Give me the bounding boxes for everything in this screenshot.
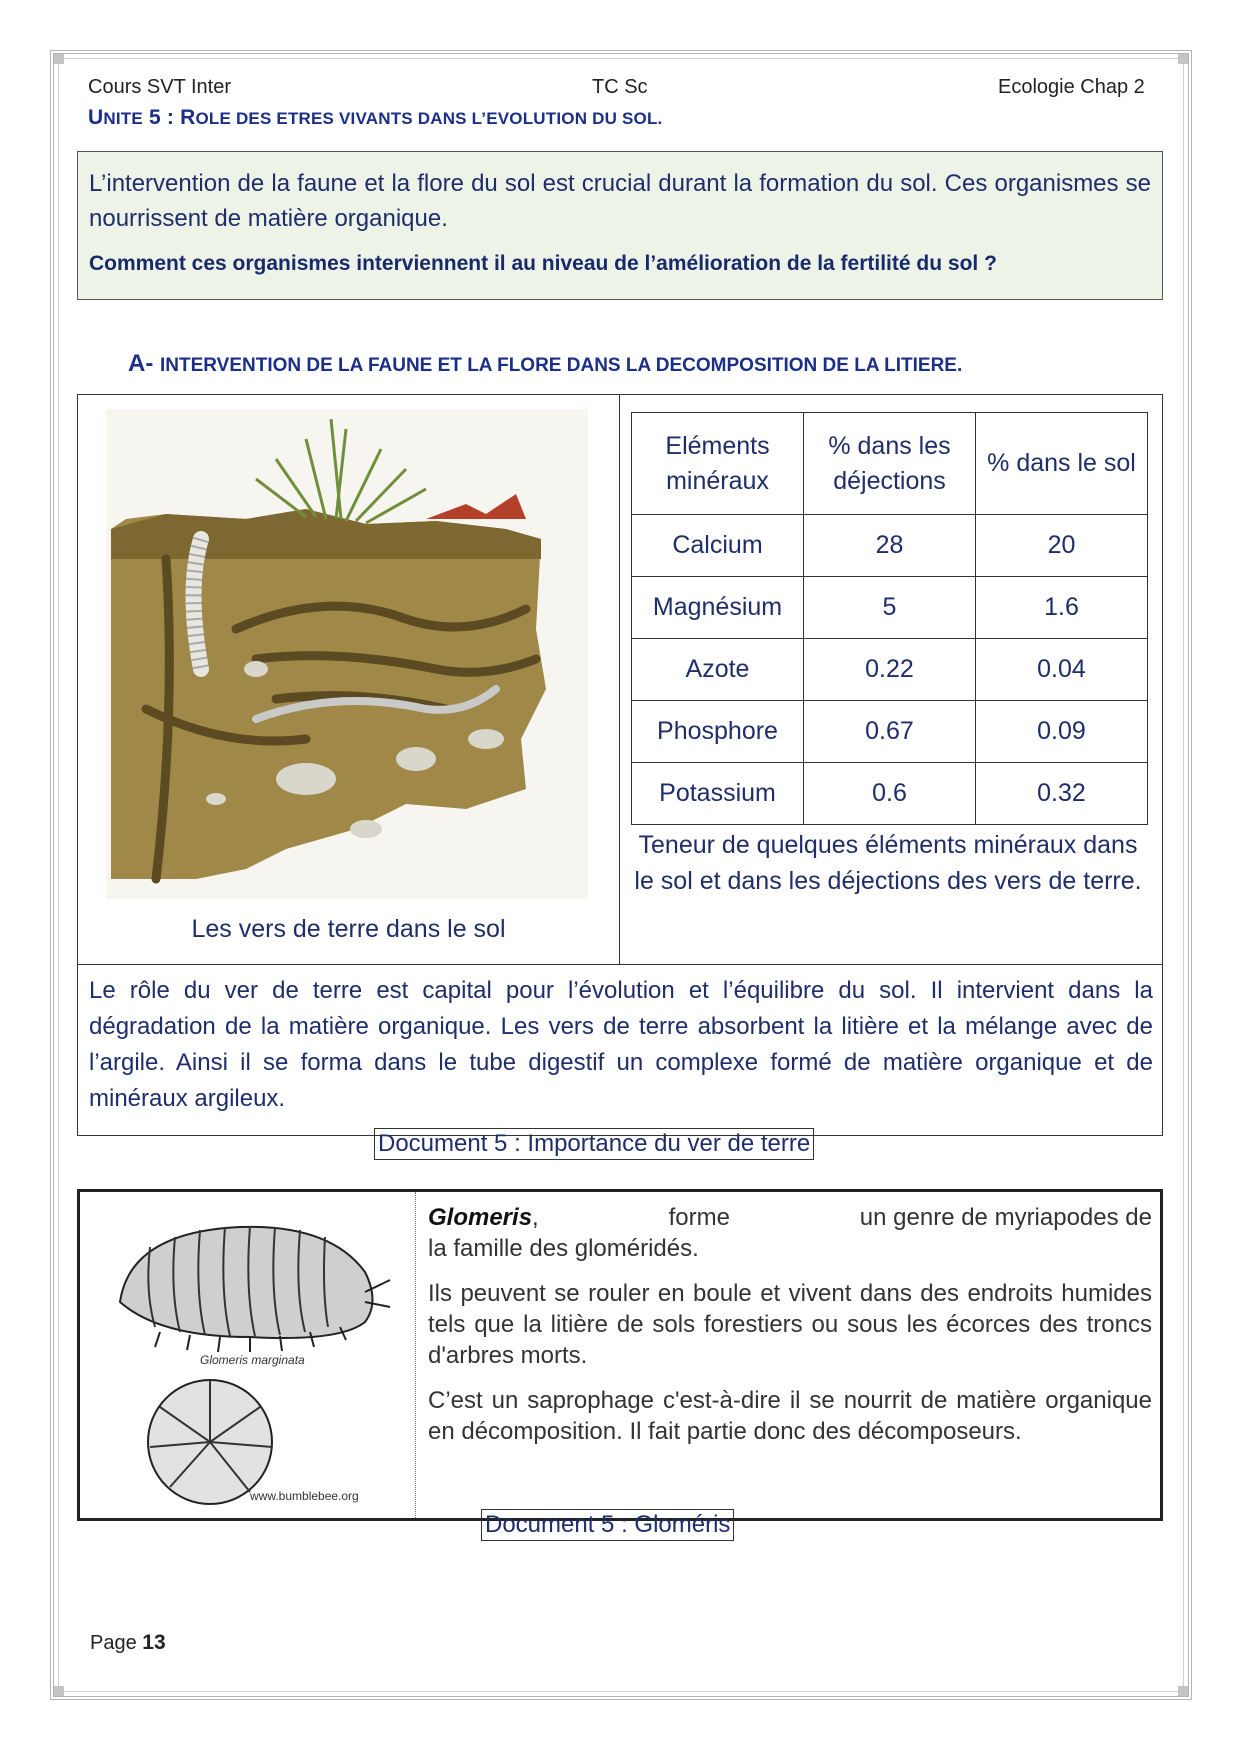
table-cell: 0.22 <box>804 639 976 701</box>
image-caption: Les vers de terre dans le sol <box>191 915 506 943</box>
glomeris-text <box>428 1202 1152 1461</box>
table-cell: 0.67 <box>804 701 976 763</box>
table-cell: 20 <box>976 515 1148 577</box>
table-cell: 5 <box>804 577 976 639</box>
table-header-cell: % dans les déjections <box>804 413 976 515</box>
intro-question: Comment ces organismes interviennent il au niveau de l’amélioration de la fertilité du sol ? <box>89 252 997 275</box>
earthworm-soil-illustration <box>106 409 588 899</box>
table-header-cell: % dans le sol <box>976 413 1148 515</box>
table-cell: 0.6 <box>804 763 976 825</box>
divider <box>78 964 1162 965</box>
table-caption: Teneur de quelques éléments minéraux dans le sol et dans les déjections des vers de terre. <box>634 831 1142 895</box>
unit-title: UNITE 5 : ROLE DES ETRES VIVANTS DANS L’EVOLUTION DU SOL. <box>88 106 663 129</box>
document-label: Document 5 : Importance du ver de terre <box>374 1128 814 1160</box>
table-header-row <box>632 413 1148 515</box>
frame-corner <box>1178 54 1188 64</box>
table-row <box>632 639 1148 701</box>
glomeris-illustration <box>100 1202 400 1512</box>
table-header-cell: Eléments minéraux <box>632 413 804 515</box>
frame-corner <box>54 54 64 64</box>
table-cell: Magnésium <box>632 577 804 639</box>
page-number: Page 13 <box>90 1631 166 1654</box>
table-row <box>632 701 1148 763</box>
table-cell: Phosphore <box>632 701 804 763</box>
header-course: Cours SVT Inter <box>88 76 232 98</box>
glomeris-image-url: www.bumblebee.org <box>250 1489 359 1503</box>
earthworm-role-text: Le rôle du ver de terre est capital pour l’évolution et l’équilibre du sol. Il intervient dans la dégradation de la matière organique. Les vers de terre absorbent la litière et la mélange avec de l’argile. Ainsi il se forma dans le tube digestif un complexe formé de matière organique et de minéraux argileux. <box>89 977 1153 1112</box>
table-cell: 0.04 <box>976 639 1148 701</box>
divider <box>619 395 620 964</box>
table-cell: 28 <box>804 515 976 577</box>
divider <box>415 1192 416 1518</box>
glomeris-definition: Glomeris, forme un genre de myriapodes de la famille des gloméridés. <box>428 1204 1152 1262</box>
table-cell: 0.32 <box>976 763 1148 825</box>
table-row <box>632 577 1148 639</box>
table-cell: 0.09 <box>976 701 1148 763</box>
header-class: TC Sc <box>592 76 648 98</box>
header-chapter: Ecologie Chap 2 <box>998 76 1145 98</box>
frame-corner <box>1178 1686 1188 1696</box>
document-earthworm <box>77 394 1163 1136</box>
document-glomeris <box>77 1189 1163 1521</box>
intro-box <box>77 151 1163 300</box>
glomeris-diet: C’est un saprophage c'est-à-dire il se nourrit de matière organique en décomposition. Il fait partie donc des décomposeurs. <box>428 1387 1152 1445</box>
mineral-table <box>631 412 1148 825</box>
frame-corner <box>54 1686 64 1696</box>
table-cell: 1.6 <box>976 577 1148 639</box>
table-cell: Calcium <box>632 515 804 577</box>
section-a-title: A- INTERVENTION DE LA FAUNE ET LA FLORE DANS LA DECOMPOSITION DE LA LITIERE. <box>128 350 963 377</box>
table-row <box>632 763 1148 825</box>
intro-text: L’intervention de la faune et la flore du sol est crucial durant la formation du sol. Ces organismes se nourrissent de matière organique. <box>89 170 1151 232</box>
glomeris-habitat: Ils peuvent se rouler en boule et vivent dans des endroits humides tels que la litière de sols forestiers ou sous les écorces des troncs d'arbres morts. <box>428 1280 1152 1369</box>
table-row <box>632 515 1148 577</box>
table-cell: Azote <box>632 639 804 701</box>
document-label: Document 5 : Gloméris <box>481 1509 734 1541</box>
table-cell: Potassium <box>632 763 804 825</box>
glomeris-image-label: Glomeris marginata <box>200 1353 305 1367</box>
